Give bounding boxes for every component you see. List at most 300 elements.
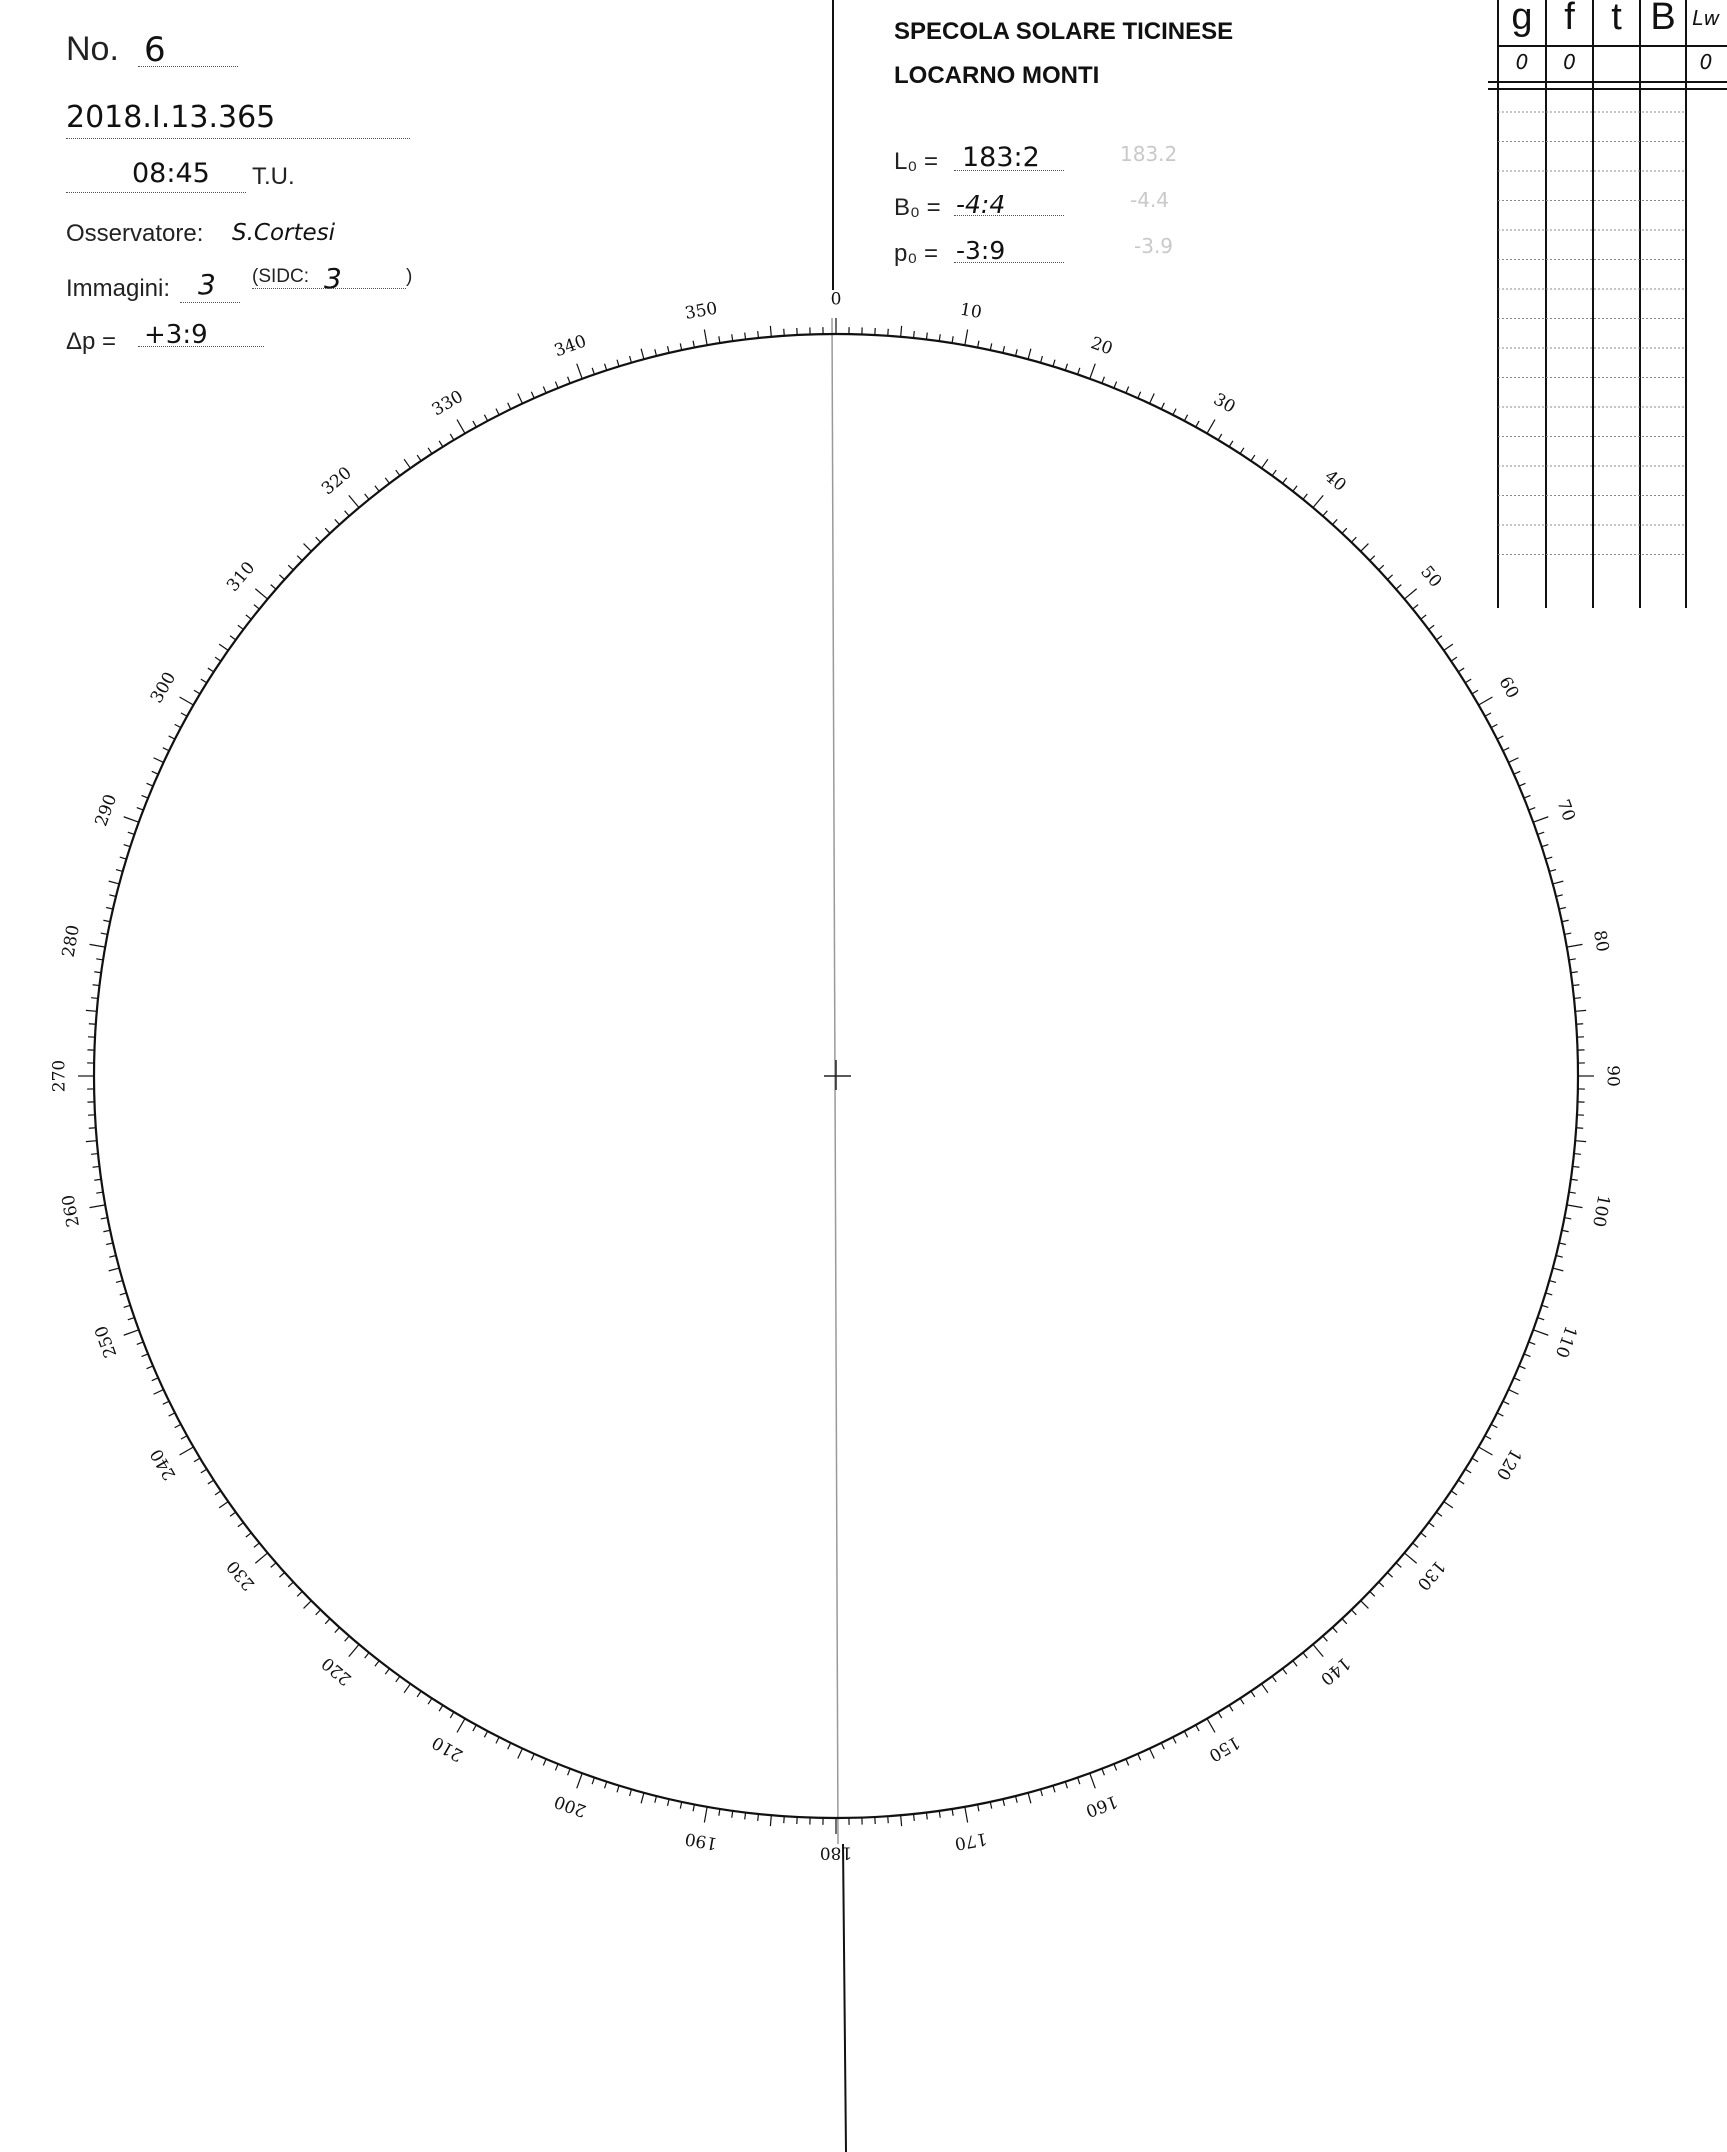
scale-tick xyxy=(1549,870,1556,872)
sidc-label: (SIDC: xyxy=(252,266,309,287)
scale-tick xyxy=(93,985,100,986)
scale-tick xyxy=(1323,1636,1328,1641)
scale-label-130: 130 xyxy=(1412,1556,1449,1594)
scale-tick xyxy=(1370,556,1375,561)
scale-tick xyxy=(254,1543,259,1547)
scale-tick xyxy=(1533,817,1548,822)
scale-tick xyxy=(543,387,546,393)
scale-tick xyxy=(1065,364,1067,371)
scale-tick xyxy=(1293,1661,1297,1667)
scale-tick xyxy=(1161,403,1164,409)
scale-tick xyxy=(1126,387,1129,393)
scale-tick xyxy=(926,1812,927,1819)
scale-tick xyxy=(1514,1378,1520,1381)
scale-tick xyxy=(142,1354,148,1357)
scale-tick xyxy=(568,377,571,384)
scale-tick xyxy=(1553,881,1564,884)
scale-tick xyxy=(1556,895,1563,897)
scale-tick xyxy=(1251,455,1255,461)
scale-label-280: 280 xyxy=(58,923,84,959)
scale-tick xyxy=(473,421,476,427)
scale-tick xyxy=(1293,486,1297,492)
scale-tick xyxy=(1313,495,1323,507)
scale-tick xyxy=(1503,1401,1509,1404)
scale-tick xyxy=(375,486,379,492)
scale-tick xyxy=(1196,1725,1199,1731)
scale-tick xyxy=(1207,420,1215,434)
scale-tick xyxy=(990,343,991,350)
scale-tick xyxy=(1564,933,1571,934)
scale-tick xyxy=(1574,998,1581,999)
scale-label-0: 0 xyxy=(830,289,842,310)
time-value: 08:45 xyxy=(132,158,210,189)
scale-tick xyxy=(1538,1318,1545,1320)
scale-tick xyxy=(450,1712,454,1718)
scale-label-180: 180 xyxy=(819,1842,853,1863)
scale-tick xyxy=(1524,795,1530,798)
scale-tick xyxy=(1569,959,1576,960)
sidc-value: 3 xyxy=(324,262,342,295)
scale-label-240: 240 xyxy=(146,1445,181,1484)
scale-tick xyxy=(668,1799,670,1806)
scale-tick xyxy=(1090,364,1095,379)
scale-tick xyxy=(568,1769,571,1776)
scale-label-310: 310 xyxy=(223,558,260,596)
scale-tick xyxy=(1413,1543,1418,1547)
number-label: No. xyxy=(66,30,119,68)
scale-label-200: 200 xyxy=(551,1790,590,1821)
scale-tick xyxy=(201,1469,207,1473)
scale-tick xyxy=(215,1491,221,1495)
scale-tick xyxy=(180,1447,194,1455)
scale-tick xyxy=(1150,1748,1155,1758)
scale-tick xyxy=(230,1512,236,1516)
scale-tick xyxy=(404,1684,410,1693)
scale-tick xyxy=(1240,1698,1244,1704)
scale-tick xyxy=(349,495,359,507)
scale-tick xyxy=(109,895,116,897)
scale-tick xyxy=(1436,1512,1442,1516)
scale-tick xyxy=(106,1243,113,1245)
scale-tick xyxy=(965,330,968,346)
observation-table xyxy=(1488,0,1727,608)
scale-tick xyxy=(90,1205,106,1208)
scale-tick xyxy=(128,832,135,834)
scale-tick xyxy=(279,575,284,580)
table-header-g: g xyxy=(1511,0,1533,38)
scale-tick xyxy=(175,724,181,727)
scale-tick xyxy=(1303,1653,1307,1658)
scale-label-20: 20 xyxy=(1087,333,1116,360)
scale-tick xyxy=(1114,1764,1117,1770)
scale-tick xyxy=(457,1719,465,1733)
scale-tick xyxy=(939,1811,940,1818)
scale-tick xyxy=(1283,478,1287,484)
scale-tick xyxy=(1465,1469,1471,1473)
scale-tick xyxy=(1572,985,1579,986)
lower-axis-line xyxy=(843,1844,846,2152)
scale-tick xyxy=(605,364,607,371)
scale-label-250: 250 xyxy=(91,1322,122,1361)
scale-tick xyxy=(325,1619,330,1624)
scale-tick xyxy=(770,326,771,337)
scale-tick xyxy=(1472,690,1478,694)
scale-tick xyxy=(555,1764,558,1770)
scale-tick xyxy=(1514,771,1520,774)
scale-tick xyxy=(109,1256,116,1258)
scale-tick xyxy=(1078,1778,1080,1785)
scale-tick xyxy=(1491,1424,1497,1427)
scale-tick xyxy=(428,448,432,454)
scale-tick xyxy=(1429,625,1435,629)
scale-tick xyxy=(169,736,175,739)
number-value: 6 xyxy=(144,30,166,70)
scale-tick xyxy=(1053,360,1055,367)
b0-value: -4:4 xyxy=(956,190,1006,219)
sidc-close: ) xyxy=(406,266,413,287)
scale-tick xyxy=(592,368,594,375)
scale-tick xyxy=(1572,1166,1579,1167)
scale-tick xyxy=(1519,783,1525,786)
scale-label-210: 210 xyxy=(428,1731,467,1766)
scale-tick xyxy=(404,459,410,468)
scale-tick xyxy=(120,1293,127,1295)
scale-tick xyxy=(1529,1342,1536,1345)
observatory-name: SPECOLA SOLARE TICINESE xyxy=(894,18,1234,45)
scale-tick xyxy=(605,1782,607,1789)
scale-tick xyxy=(1150,394,1155,404)
scale-tick xyxy=(914,331,915,338)
scale-tick xyxy=(484,415,487,421)
scale-tick xyxy=(120,857,127,859)
scale-tick xyxy=(238,1523,244,1527)
scale-tick xyxy=(1090,1773,1095,1788)
scale-tick xyxy=(101,933,108,934)
scale-tick xyxy=(1508,1390,1518,1395)
scale-tick xyxy=(1173,1737,1176,1743)
scale-tick xyxy=(1567,944,1583,947)
scale-label-340: 340 xyxy=(551,331,590,362)
scale-tick xyxy=(137,808,144,811)
scale-tick xyxy=(1396,1563,1401,1568)
scale-tick xyxy=(1016,1796,1018,1803)
scale-tick xyxy=(473,1725,476,1731)
scale-tick xyxy=(96,1192,103,1193)
scale-tick xyxy=(163,748,169,751)
scale-tick xyxy=(1564,1218,1571,1219)
scale-tick xyxy=(91,998,98,999)
scale-tick xyxy=(439,1705,443,1711)
scale-tick xyxy=(116,870,123,872)
scale-tick xyxy=(194,690,200,694)
scale-tick xyxy=(1559,908,1566,910)
scale-label-100: 100 xyxy=(1588,1193,1614,1229)
scale-tick xyxy=(1126,1759,1129,1765)
scale-tick xyxy=(219,1502,228,1508)
scale-tick xyxy=(1041,356,1043,363)
scale-tick xyxy=(1575,1010,1586,1011)
scale-tick xyxy=(439,441,443,447)
scale-tick xyxy=(577,1773,582,1788)
scale-tick xyxy=(1003,346,1005,353)
scale-tick xyxy=(1485,1436,1491,1439)
scale-tick xyxy=(417,455,421,461)
observatory-location: LOCARNO MONTI xyxy=(894,62,1100,89)
scale-tick xyxy=(396,470,400,476)
scale-tick xyxy=(1575,1141,1586,1142)
scale-tick xyxy=(641,349,644,360)
scale-tick xyxy=(914,1814,915,1821)
scale-tick xyxy=(1458,1480,1464,1484)
scale-label-150: 150 xyxy=(1205,1731,1244,1766)
scale-tick xyxy=(1102,1769,1105,1776)
scale-tick xyxy=(304,1601,312,1609)
l0-faint-note: 183.2 xyxy=(1120,142,1178,166)
scale-tick xyxy=(1370,1591,1375,1596)
table-cell-lw: 0 xyxy=(1699,50,1713,74)
scale-label-260: 260 xyxy=(58,1193,84,1229)
scale-tick xyxy=(93,1166,100,1167)
scale-tick xyxy=(630,1789,632,1796)
scale-tick xyxy=(297,556,302,561)
scale-tick xyxy=(1387,1572,1392,1577)
scale-tick xyxy=(1332,1627,1337,1632)
scale-tick xyxy=(1508,758,1518,763)
scale-tick xyxy=(508,403,511,409)
scale-tick xyxy=(484,1731,487,1737)
table-header-b: B xyxy=(1650,0,1676,38)
scale-tick xyxy=(1065,1782,1067,1789)
scale-tick xyxy=(1379,1582,1384,1587)
scale-tick xyxy=(978,1804,979,1811)
scale-tick xyxy=(271,1563,276,1568)
scale-tick xyxy=(1053,1786,1055,1793)
scale-tick xyxy=(965,1807,968,1823)
scale-tick xyxy=(124,1305,131,1307)
scale-tick xyxy=(1114,382,1117,388)
scale-tick xyxy=(719,1809,720,1816)
scale-tick xyxy=(1413,605,1418,609)
scale-tick xyxy=(154,758,164,763)
p0-label: p₀ = xyxy=(894,240,938,267)
scale-tick xyxy=(508,1743,511,1749)
scale-tick xyxy=(1549,1281,1556,1283)
scale-tick xyxy=(94,1179,101,1180)
b0-faint-note: -4.4 xyxy=(1130,188,1170,212)
scale-tick xyxy=(1533,1330,1548,1335)
scale-tick xyxy=(990,1802,991,1809)
scale-label-30: 30 xyxy=(1209,389,1239,418)
scale-tick xyxy=(94,972,101,973)
scale-tick xyxy=(194,1458,200,1462)
scale-tick xyxy=(1138,392,1141,398)
scale-tick xyxy=(147,783,153,786)
scale-tick xyxy=(365,1653,369,1658)
scale-tick xyxy=(163,1401,169,1404)
scale-tick xyxy=(555,382,558,388)
scale-tick xyxy=(246,615,252,619)
scale-tick xyxy=(1332,519,1337,524)
table-cell-g: 0 xyxy=(1515,50,1529,74)
table-header-lw: Lw xyxy=(1692,6,1720,30)
scale-label-330: 330 xyxy=(428,386,467,421)
scale-tick xyxy=(926,333,927,340)
scale-tick xyxy=(1028,349,1031,360)
scale-tick xyxy=(704,1807,707,1823)
scale-tick xyxy=(1323,511,1328,516)
scale-label-170: 170 xyxy=(953,1828,989,1854)
scale-tick xyxy=(103,1230,110,1231)
scale-label-60: 60 xyxy=(1494,673,1523,703)
scale-tick xyxy=(385,1669,389,1675)
scale-tick xyxy=(1173,409,1176,415)
scale-tick xyxy=(345,511,350,516)
scale-tick xyxy=(90,944,106,947)
scale-tick xyxy=(1379,565,1384,570)
scale-tick xyxy=(1451,657,1457,661)
scale-tick xyxy=(345,1636,350,1641)
scale-tick xyxy=(1396,585,1401,590)
scale-tick xyxy=(518,1748,523,1758)
scale-tick xyxy=(152,771,158,774)
scale-tick xyxy=(208,668,214,672)
scale-tick xyxy=(1524,1354,1530,1357)
scale-tick xyxy=(1283,1669,1287,1675)
scale-tick xyxy=(304,544,312,552)
scale-tick xyxy=(1479,697,1493,705)
scale-tick xyxy=(335,1627,340,1632)
scale-tick xyxy=(254,605,259,609)
scale-tick xyxy=(1251,1691,1255,1697)
scale-tick xyxy=(1028,1793,1031,1804)
scale-tick xyxy=(128,1318,135,1320)
scale-tick xyxy=(1491,724,1497,727)
scale-tick xyxy=(219,644,228,650)
scale-tick xyxy=(1465,679,1471,683)
scale-tick xyxy=(175,1424,181,1427)
scale-label-190: 190 xyxy=(683,1828,719,1854)
images-value: 3 xyxy=(198,268,216,301)
scale-tick xyxy=(1546,857,1553,859)
scale-tick xyxy=(1161,1743,1164,1749)
scale-label-90: 90 xyxy=(1602,1065,1623,1087)
scale-tick xyxy=(1218,1712,1222,1718)
scale-tick xyxy=(952,1809,953,1816)
scale-tick xyxy=(630,356,632,363)
scale-tick xyxy=(101,1218,108,1219)
scale-tick xyxy=(1003,1799,1005,1806)
scale-tick xyxy=(1472,1458,1478,1462)
scale-tick xyxy=(201,679,207,683)
scale-tick xyxy=(255,1553,267,1563)
scale-tick xyxy=(1387,575,1392,580)
scale-tick xyxy=(169,1413,175,1416)
table-header-f: f xyxy=(1564,0,1575,38)
scale-label-270: 270 xyxy=(49,1059,70,1093)
scale-tick xyxy=(641,1793,644,1804)
scale-tick xyxy=(704,330,707,346)
scale-tick xyxy=(745,333,746,340)
scale-tick xyxy=(246,1533,252,1537)
scale-tick xyxy=(238,625,244,629)
scale-tick xyxy=(316,537,321,542)
scale-tick xyxy=(655,1796,657,1803)
scale-tick xyxy=(1272,470,1276,476)
scale-tick xyxy=(180,697,194,705)
scale-tick xyxy=(279,1572,284,1577)
scale-tick xyxy=(1574,1154,1581,1155)
scale-tick xyxy=(1479,1447,1493,1455)
scale-tick xyxy=(1240,448,1244,454)
scale-tick xyxy=(91,1154,98,1155)
scale-label-80: 80 xyxy=(1588,928,1613,954)
scale-tick xyxy=(457,420,465,434)
scale-tick xyxy=(1078,368,1080,375)
scale-tick xyxy=(758,1814,759,1821)
scale-tick xyxy=(288,565,293,570)
scale-label-70: 70 xyxy=(1552,796,1579,825)
scale-tick xyxy=(106,908,113,910)
scale-label-10: 10 xyxy=(958,299,984,324)
scale-tick xyxy=(1546,1293,1553,1295)
scale-tick xyxy=(1436,636,1442,640)
scale-tick xyxy=(693,1804,694,1811)
scale-tick xyxy=(365,494,369,499)
scale-tick xyxy=(1207,1719,1215,1733)
scale-tick xyxy=(719,336,720,343)
scale-tick xyxy=(1262,1684,1268,1693)
scale-tick xyxy=(732,1811,733,1818)
scale-tick xyxy=(952,336,953,343)
scale-tick xyxy=(255,589,267,599)
scale-tick xyxy=(1559,1243,1566,1245)
scale-tick xyxy=(1404,589,1416,599)
scale-tick xyxy=(1303,494,1307,499)
scale-tick xyxy=(335,519,340,524)
scale-tick xyxy=(1429,1523,1435,1527)
scale-tick xyxy=(181,1436,187,1439)
scale-tick xyxy=(939,334,940,341)
scale-tick xyxy=(655,349,657,356)
scale-tick xyxy=(1569,1192,1576,1193)
scale-tick xyxy=(154,1390,164,1395)
scale-tick xyxy=(288,1582,293,1587)
p0-faint-note: -3.9 xyxy=(1134,234,1174,258)
scale-label-300: 300 xyxy=(146,668,181,707)
scale-tick xyxy=(230,636,236,640)
scale-tick xyxy=(1184,415,1187,421)
scale-tick xyxy=(375,1661,379,1667)
scale-tick xyxy=(1497,1413,1503,1416)
b0-label: B₀ = xyxy=(894,194,941,221)
scale-tick xyxy=(577,364,582,379)
scale-tick xyxy=(531,1754,534,1760)
scale-tick xyxy=(901,1815,902,1826)
l0-label: L₀ = xyxy=(894,148,938,175)
scale-tick xyxy=(1485,713,1491,716)
date-value: 2018.I.13.365 xyxy=(66,100,276,135)
delta-p-label: Δp = xyxy=(66,328,117,355)
scale-tick xyxy=(1444,644,1453,650)
scale-tick xyxy=(1196,421,1199,427)
scale-tick xyxy=(770,1815,771,1826)
scale-tick xyxy=(96,959,103,960)
scale-tick xyxy=(1361,1601,1369,1609)
scale-tick xyxy=(147,1366,153,1369)
scale-tick xyxy=(137,1342,144,1345)
scale-tick xyxy=(124,845,131,847)
scale-tick xyxy=(142,795,148,798)
